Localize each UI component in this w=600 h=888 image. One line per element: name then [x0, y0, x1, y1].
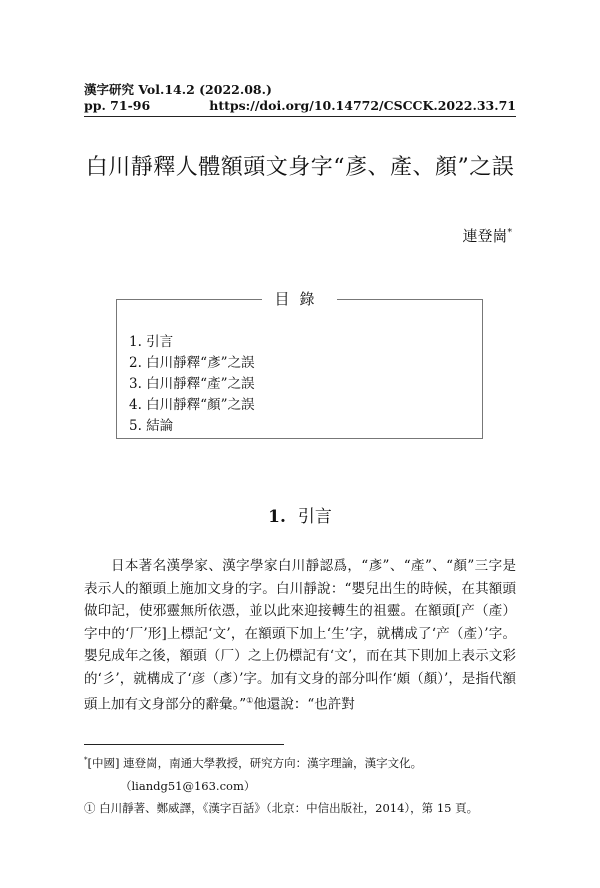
footnote-rule [84, 744, 284, 745]
author [462, 225, 512, 246]
author-name: 連登崗 [462, 227, 508, 245]
section-heading [0, 502, 600, 527]
toc-heading-wrap [117, 288, 482, 309]
journal-header: 漢字研究 Vol.14.2 (2022.08.) [84, 82, 272, 97]
footnote-ref[interactable]: ① [246, 696, 254, 705]
toc-item[interactable]: 2. 白川靜釋“彥”之誤 [129, 355, 255, 371]
footnote-email[interactable]: （liandg51@163.com） [120, 779, 256, 793]
toc-heading: 目錄 [262, 290, 336, 308]
toc-item[interactable]: 3. 白川靜釋“產”之誤 [129, 376, 255, 392]
body-paragraph [84, 555, 516, 716]
author-mark: * [507, 228, 512, 238]
section-number: 1. [268, 507, 286, 527]
paragraph-text: 日本著名漢學家、漢字學家白川靜認爲，“彥”、“產”、“顏”三字是表示人的額頭上施加文身的字。白川靜說：“嬰兒出生的時候，在其額頭做印記，使邪靈無所依憑，並以此來迎接轉生的祖靈。在額頭[产（產）字中的‘厂’形]上標記‘文’，在額頭下加上‘生’字，就構成了‘产（產）’字。嬰兒成年之後，額頭（厂）之上仍標記有‘文’，而在其下則加上表示文彩的‘彡’，就構成了‘彦（彥）’字。加有文身的部分叫作‘頗（顏）’，是指代額頭上加有文身部分的辭彙。” [84, 558, 516, 713]
footnote-author-text: [中國] 連登崗，南通大學教授，研究方向：漢字理論，漢字文化。 [87, 756, 423, 770]
table-of-contents [116, 290, 483, 439]
page-range: pp. 71-96 [84, 98, 151, 113]
paragraph-tail: 他還說：“也許對 [253, 696, 355, 713]
footnote-author-mark: * [84, 756, 88, 765]
footnote-1: ① 白川靜著、鄭威譯，《漢字百話》（北京：中信出版社，2014），第 15 頁。 [84, 801, 479, 815]
paper-title: 白川靜釋人體額頭文身字“彥、產、顏”之誤 [85, 155, 515, 180]
header-rule [84, 116, 516, 117]
toc-item[interactable]: 1. 引言 [129, 334, 174, 350]
toc-item[interactable]: 5. 結論 [129, 418, 174, 434]
doi-link[interactable]: https://doi.org/10.14772/CSCCK.2022.33.71 [209, 98, 516, 113]
section-title: 引言 [297, 507, 332, 527]
footnote-author [84, 755, 516, 771]
toc-list [129, 332, 254, 437]
toc-item[interactable]: 4. 白川靜釋“顏”之誤 [129, 397, 255, 413]
